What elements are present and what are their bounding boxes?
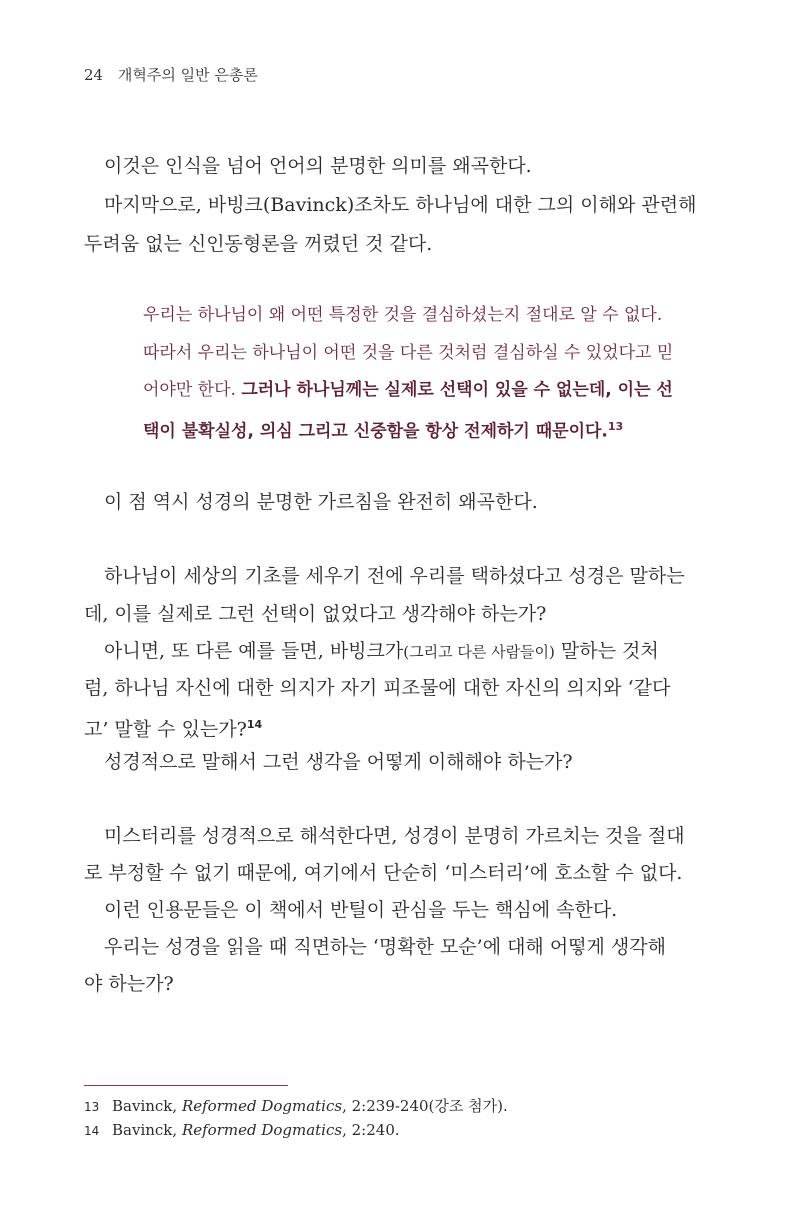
body-line: 이것은 인식을 넘어 언어의 분명한 의미를 왜곡한다. xyxy=(104,155,532,177)
running-header xyxy=(84,64,258,85)
parenthetical-text: (그리고 다른 사람들이) xyxy=(403,643,555,661)
body-line: 데, 이를 실제로 그런 선택이 없었다고 생각해야 하는가? xyxy=(84,603,547,625)
footnote-citation: , 2:239-240(강조 첨가). xyxy=(342,1097,508,1115)
body-line: 마지막으로, 바빙크(Bavinck)조차도 하나님에 대한 그의 이해와 관련해 xyxy=(104,194,697,216)
body-line: 이런 인용문들은 이 책에서 반틸이 관심을 두는 핵심에 속한다. xyxy=(104,899,618,921)
body-line: 하나님이 세상의 기초를 세우기 전에 우리를 택하셨다고 성경은 말하는 xyxy=(104,565,685,587)
footnote-work: Reformed Dogmatics xyxy=(181,1121,343,1139)
footnote-13 xyxy=(84,1096,508,1117)
body-line: 미스터리를 성경적으로 해석한다면, 성경이 분명히 가르치는 것을 절대 xyxy=(104,825,685,847)
footnote-author: Bavinck, xyxy=(112,1121,182,1139)
footnote-ref-13[interactable]: 13 xyxy=(607,420,624,433)
quote-emphasis: 그러나 하나님께는 실제로 선택이 있을 수 없는데, 이는 선 xyxy=(241,380,673,400)
body-line: 두려움 없는 신인동형론을 꺼렸던 것 같다. xyxy=(84,233,433,255)
block-quote-line: 우리는 하나님이 왜 어떤 특정한 것을 결심하셨는지 절대로 알 수 없다. xyxy=(143,305,663,325)
body-line: 로 부정할 수 없기 때문에, 여기에서 단순히 ‘미스터리’에 호소할 수 없다. xyxy=(84,862,683,884)
footnote-ref-14[interactable]: 14 xyxy=(246,718,263,731)
footnote-divider xyxy=(84,1085,288,1086)
body-line xyxy=(84,637,692,666)
body-line: 야 하는가? xyxy=(84,973,174,995)
footnote-work: Reformed Dogmatics xyxy=(181,1097,343,1115)
body-line: 이 점 역시 성경의 분명한 가르침을 완전히 왜곡한다. xyxy=(104,491,538,513)
body-text: 말하는 것처 xyxy=(554,640,659,662)
body-line: 우리는 성경을 읽을 때 직면하는 ‘명확한 모순’에 대해 어떻게 생각해 xyxy=(104,936,666,958)
footnote-number: 13 xyxy=(84,1100,100,1114)
body-text: 고’ 말할 수 있는가? xyxy=(84,718,247,741)
book-title: 개혁주의 일반 은총론 xyxy=(117,66,258,84)
footnote-author: Bavinck, xyxy=(112,1097,182,1115)
body-line xyxy=(84,711,692,743)
block-quote-line xyxy=(143,414,680,445)
block-quote-line: 따라서 우리는 하나님이 어떤 것을 다른 것처럼 결심하실 수 있었다고 믿 xyxy=(143,343,674,363)
body-text: 아니면, 또 다른 예를 들면, 바빙크가 xyxy=(104,640,404,662)
footnote-14 xyxy=(84,1120,400,1141)
page-number: 24 xyxy=(84,66,104,84)
quote-emphasis: 택이 불확실성, 의심 그리고 신중함을 항상 전제하기 때문이다. xyxy=(143,421,608,442)
block-quote-line xyxy=(143,377,680,403)
body-line: 성경적으로 말해서 그런 생각을 어떻게 이해해야 하는가? xyxy=(104,751,573,773)
footnote-number: 14 xyxy=(84,1124,100,1138)
body-line: 럼, 하나님 자신에 대한 의지가 자기 피조물에 대한 자신의 의지와 ‘같다 xyxy=(84,677,671,699)
footnote-citation: , 2:240. xyxy=(342,1121,400,1139)
quote-text: 어야만 한다. xyxy=(143,380,242,400)
